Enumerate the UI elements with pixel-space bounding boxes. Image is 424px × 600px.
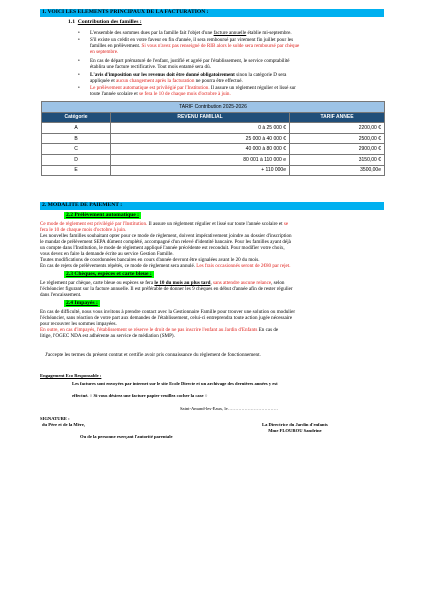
subsection-2-3: 2.3 Chèques, espèces et carte bleue : bbox=[66, 271, 152, 277]
signature-authority: Ou de la personne exerçant l'autorité parentale bbox=[80, 434, 173, 439]
section-2-header bbox=[40, 202, 384, 210]
table-row: A 0 à 25 000 € 2200,00 € bbox=[42, 123, 385, 134]
bullet-1-text: L'ensemble des sommes dues par la famille fait l'objet d'une facture annuelle établie mi-septembre. bbox=[90, 30, 292, 36]
bullet-2-text: S'il existe un crédit en votre faveur en fin d'année, il sera remboursé par virement fin juillet pour les familles en prélèvement. Si vous n'avez pas renseigné de RIB alors le solde sera remboursé par chèque en septembre. bbox=[90, 37, 300, 55]
tarif-table bbox=[41, 101, 385, 176]
section-1-title: 1. VOICI LES ELEMENTS PRINCIPAUX DE LA FACTURATION : bbox=[42, 9, 209, 15]
eco-text: Les factures sont envoyées par internet sur le site Ecole Directe et un archivage des dernières années y est effectué. ○ Si vous désirez une facture papier veuillez cocher la case ○ bbox=[72, 381, 278, 398]
tarif-table-title: TARIF Contribution 2025-2026 bbox=[42, 102, 385, 113]
bullet-5-text: Le prélèvement automatique est privilégié par l'Institution. Il assure un règlement régulier et lissé sur toute l'année scolaire et se fera le 10 de chaque mois d'octobre à juin. bbox=[90, 85, 296, 97]
signature-parents: du Père et de la Mère, bbox=[42, 422, 85, 427]
paragraph-2-3: Le règlement par chèque, carte bleue ou espèces se fera le 10 du mois au plus tard, sans attendre aucune relance, selon l'échéancier figurant sur la facture annuelle. Il est préférable de donner les 9 chèques en début d'année afin de rester régulier dans l'encaissement. bbox=[40, 280, 293, 298]
eco-title: Engagement Eco Responsable : bbox=[40, 373, 102, 378]
subsection-2-2: 2.2 Prélèvement automatique : bbox=[66, 212, 140, 218]
bullet-2: • bbox=[78, 38, 80, 43]
tarif-header-category: Catégorie bbox=[42, 112, 111, 123]
signature-place: Saint-Amand-les-Eaux, le…………………………… bbox=[180, 406, 279, 411]
signature-label: SIGNATURE : bbox=[40, 416, 70, 421]
tarif-header-revenue: REVENU FAMILIAL bbox=[111, 112, 290, 123]
bullet-3-text: En cas de départ prématuré de l'enfant, justifié et agréé par l'établissement, le service comptabilité établira une facture rectificative. Tout mois entamé sera dû. bbox=[90, 58, 290, 70]
tarif-header-price: TARIF ANNEE bbox=[290, 112, 385, 123]
section-2-title: 2. MODALITE DE PAIEMENT : bbox=[42, 202, 123, 208]
signature-director: La Directrice du Jardin d'enfants Mme FLOUROU Sandrine bbox=[262, 422, 328, 433]
table-row: E + 110 000e 3500,00e bbox=[42, 165, 385, 176]
section-1-header bbox=[40, 9, 384, 17]
bullet-1: • bbox=[78, 31, 80, 36]
table-row: B 25 000 à 40 000 € 2500,00 € bbox=[42, 133, 385, 144]
table-row: C 40 000 à 80 000 € 2900,00 € bbox=[42, 144, 385, 155]
acceptance-text: J'accepte les termes du présent contrat et certifie avoir pris connaissance du règlement de fonctionnement. bbox=[45, 352, 261, 358]
subsection-2-4: 2.4 Impayés : bbox=[66, 300, 98, 306]
paragraph-2-4: En cas de difficulté, nous vous invitons à prendre contact avec la Gestionnaire Famille pour trouver une solution ou modulier l'échéancier, sans réaction de votre part aux demandes de l'établissement, celui-ci entreprendra toute action jugée nécessaire pour recouvrer les sommes impayées. En outre, en cas d'impayés, l'établissement se réserve le droit de ne pas inscrire l'enfant au Jardin d'Enfants En cas de litige, l'OGEC NDA est adhérente au service de médiation (SMP). bbox=[40, 309, 296, 339]
table-row: D 80 001 à 110 000 e 3150,00 € bbox=[42, 154, 385, 165]
bullet-3: • bbox=[78, 59, 80, 64]
bullet-4-text: L'avis d'imposition sur les revenus doit être donné obligatoirement sinon la catégorie D sera appliquée et aucun changement après la facturation ne pourra être effectué. bbox=[90, 72, 287, 84]
paragraph-2-2: Ce mode de règlement est privilégié par l'Institution. Il assure un règlement régulier et lissé sur toute l'année scolaire et se fera le 10 de chaque mois d'octobre à juin. Les nouvelles familles souhaitant opter pour ce mode de règlement, doivent impérativement joindre au dossier d'inscription le mandat de prélèvement SEPA dûment complété, accompagné d'un relevé d'identité bancaire. Pour les familles ayant déjà un compte dans l'Institution, le mode de règlement appliqué l'année précédente est reconduit. Pour modifier votre choix, vous devez en faire la demande écrite au service Gestion Famille. Toutes modifications de coordonnées bancaires en cours d'année devront être signalées avant le 20 du mois. En cas de rejets de prélèvements répétés, ce mode de règlement sera annulé. Les frais occasionnés seront de 2€80 par rejet. bbox=[40, 221, 292, 269]
bullet-5: • bbox=[78, 86, 80, 91]
bullet-4: • bbox=[78, 73, 80, 78]
subsection-1-1: 1.1 Contribution des familles : bbox=[68, 19, 142, 25]
